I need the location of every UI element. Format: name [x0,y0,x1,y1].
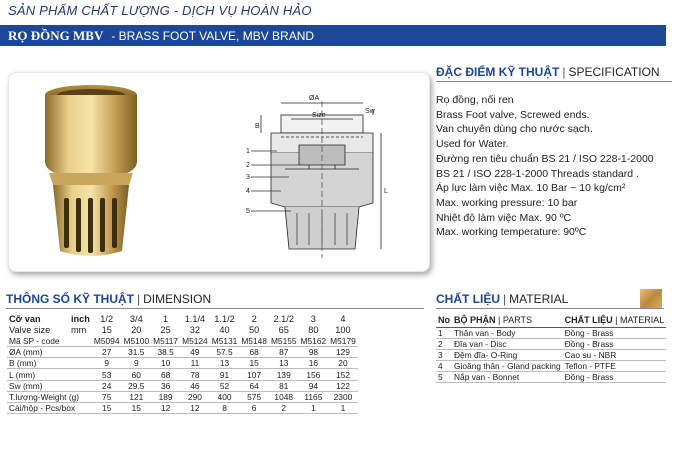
size-mm-cell: 65 [278,324,289,335]
label-part-3: 3 [246,174,250,181]
dimension-cell: 10 [151,358,180,369]
spec-line: Đường ren tiêu chuẩn BS 21 / ISO 228-1-2000 [436,152,654,165]
dimension-cell: 53 [92,369,122,380]
size-mm-cell: 100 [335,324,351,335]
material-cell-part: Đệm đĩa- O-Ring [452,349,563,360]
size-inch-cell: 1/2 [100,313,114,324]
dimension-cell: 57.5 [210,347,240,358]
spec-heading-en: SPECIFICATION [568,65,660,79]
dimension-cell: 189 [151,391,180,402]
spec-line: Rọ đồng, nối ren [436,94,514,106]
size-inch-cell: 3/4 [129,313,143,324]
col-part-vn: BỘ PHẬN [454,315,496,326]
material-divider [436,308,664,309]
dimension-cell: 1 [299,403,329,414]
size-inch-cell: 3 [310,313,316,324]
spec-divider [436,81,672,82]
dimension-cell: 107 [239,369,269,380]
dimension-cell: 122 [328,380,358,391]
title-bar [0,25,666,46]
dimension-cell: 156 [299,369,329,380]
dimension-cell: 68 [239,347,269,358]
material-cell-part: Gioăng thân - Gland packing [454,360,561,371]
dimension-heading-vn: THÔNG SỐ KỸ THUẬT [6,292,134,306]
dimension-cell: 290 [180,391,210,402]
dimension-cell: 15 [239,358,269,369]
size-unit-mm: mm [71,324,87,335]
dimension-cell: 15 [92,403,122,414]
label-b: B [255,123,260,130]
dimension-row [7,403,358,414]
dimension-cell: 575 [239,391,269,402]
size-mm-cell: 80 [308,324,319,335]
dimension-cell: 12 [180,403,210,414]
spec-heading: ĐẶC ĐIỂM KỸ THUẬT | SPECIFICATION [436,65,660,79]
dimension-row [7,369,358,380]
dimension-cell: 49 [180,347,210,358]
dimension-cell: M5131 [211,335,238,346]
dimension-cell: 1048 [269,391,299,402]
size-mm-cell: 15 [101,324,112,335]
size-label: Cỡ van [9,313,41,324]
label-size: Size [312,112,326,119]
material-cell-part: Thân van - Body [452,327,563,338]
dimension-cell: 64 [239,380,269,391]
dimension-row-label: Mã SP - code [7,335,92,346]
dimension-cell: 31.5 [122,347,152,358]
dimension-cell: 60 [122,369,152,380]
size-unit-inch: inch [71,313,90,324]
material-heading: CHẤT LIỆU | MATERIAL [436,292,569,306]
dimension-cell: 46 [180,380,210,391]
material-cell-no: 3 [436,349,452,360]
spec-list [436,93,672,240]
label-sw: Sw [365,108,375,115]
material-cell-material: Đồng - Brass [563,327,667,338]
dimension-cell: 78 [180,369,210,380]
dimension-cell: 20 [328,358,358,369]
size-label-en: Valve size [9,324,51,335]
dimension-cell: 24 [92,380,122,391]
dimension-cell: M5155 [270,335,297,346]
dimension-cell: M5162 [300,335,327,346]
dimension-cell: 13 [269,358,299,369]
dimension-cell: 8 [210,403,240,414]
spec-line: Max. working pressure: 10 bar [436,196,578,209]
dimension-row [7,391,358,402]
dimension-cell: M5148 [241,335,267,346]
dimension-heading: THÔNG SỐ KỸ THUẬT | DIMENSION [6,292,212,306]
dimension-cell: 11 [180,358,210,369]
dimension-row-label: L (mm) [7,369,92,380]
col-material-vn: CHẤT LIỆU [564,315,613,326]
dimension-row-label: B (mm) [7,358,92,369]
material-heading-vn: CHẤT LIỆU [436,292,500,306]
size-mm-cell: 40 [219,324,230,335]
dimension-cell: 52 [210,380,240,391]
product-image-card [8,72,430,272]
dimension-cell: 68 [151,369,180,380]
size-inch-cell: 2 [251,313,257,324]
material-heading-en: MATERIAL [509,292,569,306]
label-part-5: 5 [246,208,250,215]
material-cell-no: 2 [436,338,452,349]
dimension-cell: 27 [92,347,122,358]
material-cell-material: Teflon - PTFE [563,360,667,371]
material-header-row: No BỘ PHẬN | PARTS CHẤT LIỆU | MATERIAL [438,315,665,326]
material-row [436,338,666,349]
dimension-cell: M5179 [330,335,356,346]
dimension-cell: 9 [122,358,152,369]
size-mm-cell: 50 [249,324,260,335]
dimension-cell: 9 [92,358,122,369]
spec-line: Used for Water. [436,138,509,151]
dimension-cell: M5117 [153,335,179,346]
dimension-table [7,313,358,414]
material-row [436,327,666,338]
dimension-cell: 15 [122,403,152,414]
dimension-cell: 91 [210,369,240,380]
material-cell-material: Đồng - Brass [563,338,667,349]
dimension-cell: 400 [210,391,240,402]
dimension-cell: 152 [328,369,358,380]
dimension-cell: 75 [92,391,122,402]
dimension-row-label: Cái/hộp - Pcs/box [7,403,92,414]
material-cell-part: Nắp van - Bonnet [452,371,563,382]
dimension-cell: 38.5 [151,347,180,358]
dimension-row [7,358,358,369]
dimension-cell: 16 [299,358,329,369]
dimension-cell: 87 [269,347,299,358]
size-inch-cell: 1 [163,313,169,324]
valve-photo [45,85,137,256]
material-row [436,371,666,382]
dimension-cell: 94 [299,380,329,391]
col-no: No [438,315,450,326]
dimension-cell: 121 [122,391,152,402]
dimension-cell: 36 [151,380,180,391]
dimension-cell: 1 [328,403,358,414]
dimension-row [7,380,358,391]
dimension-divider [6,308,424,309]
dimension-row-label: T.lượng-Weight (g) [7,391,92,402]
dimension-cell: 12 [151,403,180,414]
label-part-2: 2 [246,162,250,169]
size-mm-cell: 20 [131,324,142,335]
material-cell-material: Đồng - Brass [563,371,667,382]
cross-section-drawing [251,101,381,258]
size-mm-row [7,324,358,335]
col-material-en: MATERIAL [619,315,665,326]
spec-line: Max. working temperature: 90ºC [436,226,587,239]
dimension-cell: 6 [239,403,269,414]
spec-line: Áp lực làm việc Max. 10 Bar ~ 10 kg/cm² [436,182,626,195]
dimension-cell: 81 [269,380,299,391]
dimension-heading-en: DIMENSION [143,292,212,306]
dimension-cell: 129 [328,347,358,358]
spec-line: Nhiệt độ làm việc Max. 90 ºC [436,211,572,224]
spec-line: Van chuyên dùng cho nước sạch. [436,123,593,136]
product-title: RỌ ĐỒNG MBV [8,27,104,43]
material-row [436,349,666,360]
size-inch-cell: 1.1/4 [184,313,206,324]
size-mm-cell: 25 [160,324,171,335]
dimension-cell: M5094 [93,335,120,346]
dimension-cell: 1165 [299,391,329,402]
dimension-cell: 2300 [328,391,358,402]
size-inch-row [7,313,358,324]
product-subtitle: - BRASS FOOT VALVE, MBV BRAND [111,28,315,43]
dimension-cell: 139 [269,369,299,380]
spec-heading-vn: ĐẶC ĐIỂM KỸ THUẬT [436,65,560,79]
size-inch-cell: 4 [340,313,346,324]
dimension-row-label: ØA (mm) [7,347,92,358]
size-inch-cell: 1.1/2 [214,313,235,324]
dimension-cell: 98 [299,347,329,358]
material-cell-part: Đĩa van - Disc [452,338,563,349]
label-part-4: 4 [246,188,250,195]
material-cell-no: 5 [436,371,452,382]
dimension-row [7,335,358,346]
dimension-cell: 13 [210,358,240,369]
dimension-row-label: Sw (mm) [7,380,92,391]
size-inch-cell: 2.1/2 [273,313,294,324]
material-cell-no: 1 [436,327,452,338]
dimension-cell: 2 [269,403,299,414]
spec-line: BS 21 / ISO 228-1-2000 Threads standard . [436,167,639,180]
dimension-cell: M5124 [182,335,208,346]
col-part-en: PARTS [502,315,533,326]
material-row [436,360,666,371]
dimension-cell: M5100 [123,335,150,346]
product-illustration [9,73,431,273]
material-cell-material: Cao su - NBR [563,349,667,360]
dimension-row [7,347,358,358]
tagline: SẢN PHẨM CHẤT LƯỢNG - DỊCH VỤ HOÀN HẢO [8,3,312,18]
size-mm-cell: 32 [189,324,201,335]
brass-swatch [640,289,662,309]
material-table [436,314,666,383]
dimension-cell: 29.5 [122,380,152,391]
spec-line: Brass Foot valve, Screwed ends. [436,108,590,121]
label-diameter: ØA [309,95,320,102]
label-part-1: 1 [246,148,250,155]
label-l: L [384,188,388,195]
material-cell-no: 4 [436,360,452,371]
